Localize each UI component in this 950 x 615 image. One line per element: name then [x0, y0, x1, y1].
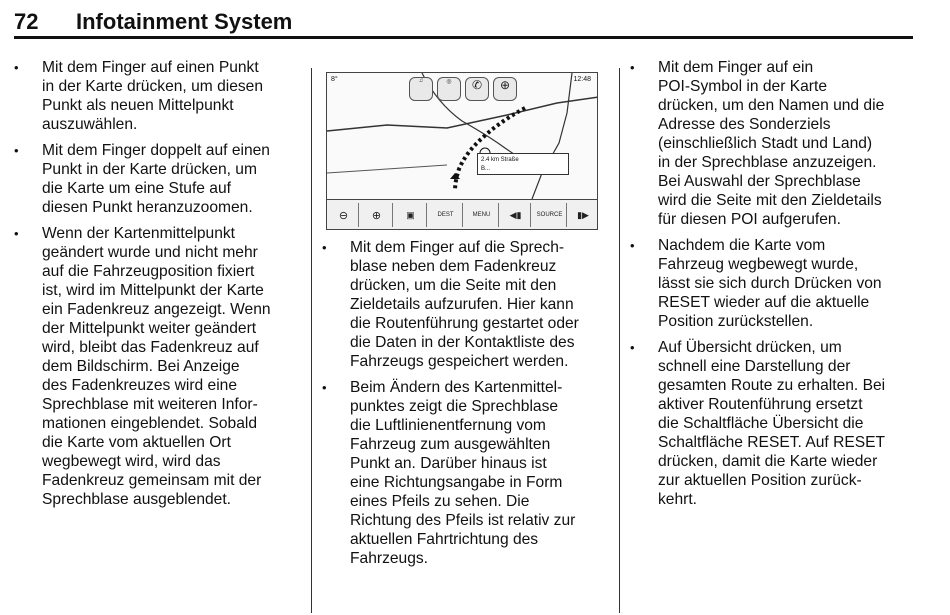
phone-icon-button[interactable]: ✆	[465, 77, 489, 101]
list-item: • Mit dem Finger auf einen Punkt in der Karte drücken, um diesen Punkt als neuen Mittelpunkt auszuwählen.	[14, 59, 264, 133]
bullet-dot: •	[14, 143, 19, 158]
bullet-dot: •	[630, 60, 635, 75]
column-2	[322, 238, 614, 575]
map-scale-indicator: 8°	[331, 76, 338, 83]
bullet-dot: •	[630, 238, 635, 253]
list-item: • Nachdem die Karte vom Fahrzeug wegbewegt wurde, lässt sie sich durch Drücken von RESET wieder auf die aktuelle Position zurückstellen.	[630, 237, 882, 330]
header-rule	[14, 36, 913, 39]
menu-button[interactable]: MENU	[465, 203, 499, 227]
page-header	[14, 8, 914, 38]
bullet-dot: •	[14, 226, 19, 241]
zoom-out-button[interactable]: ⊖	[329, 203, 359, 227]
list-item: • Mit dem Finger auf ein POI-Symbol in der Karte drücken, um den Namen und die Adresse des Sonderziels (einschließlich Stadt und Land) in der Sprechblase anzuzeigen. Bei Auswahl der Sprechblase wird die Seite mit den Zieldetails für diesen POI aufgerufen.	[630, 59, 885, 228]
list-item: • Mit dem Finger doppelt auf einen Punkt in der Karte drücken, um die Karte um eine Stufe auf diesen Punkt heranzuzoomen.	[14, 142, 270, 216]
nav-icon-button[interactable]: ◎	[437, 77, 461, 101]
source-button[interactable]: SOURCE	[533, 203, 567, 227]
bullet-dot: •	[322, 380, 327, 395]
dest-button[interactable]: DEST	[429, 203, 463, 227]
column-3	[630, 58, 920, 516]
section-title: Infotainment System	[76, 9, 293, 34]
bullet-dot: •	[14, 60, 19, 75]
navigation-screen-figure	[326, 72, 598, 230]
view-button[interactable]: ▣	[395, 203, 427, 227]
zoom-icon-button[interactable]: ⊕	[493, 77, 517, 101]
column-1	[14, 58, 302, 516]
clock-label: 12:48	[573, 76, 591, 83]
column-divider	[311, 68, 312, 613]
zoom-in-button[interactable]: ⊕	[361, 203, 393, 227]
page-number: 72	[14, 9, 39, 34]
info-bubble[interactable]: 2.4 km Straße B...	[477, 153, 569, 175]
bullet-dot: •	[630, 340, 635, 355]
list-item: • Auf Übersicht drücken, um schnell eine Darstellung der gesamten Route zu erhalten. Bei aktiver Routenführung ersetzt die Schaltfläche Übersicht die Schaltfläche RESET. Auf RESET drücken, damit die Karte wieder zur aktuellen Position zurück- kehrt.	[630, 339, 886, 508]
bullet-dot: •	[322, 240, 327, 255]
audio-icon-button[interactable]: ♫	[409, 77, 433, 101]
prev-button[interactable]: ◀▮	[501, 203, 531, 227]
list-item: • Beim Ändern des Kartenmittel- punktes zeigt die Sprechblase die Luftlinienentfernung vom Fahrzeug zum ausgewählten Punkt an. Darüber hinaus ist eine Richtungsangabe in Form eines Pfeils zu sehen. Die Richtung des Pfeils ist relativ zur aktuellen Fahrtrichtung des Fahrzeugs.	[322, 379, 576, 567]
list-item: • Wenn der Kartenmittelpunkt geändert wurde und nicht mehr auf die Fahrzeugposition fixiert ist, wird im Mittelpunkt der Karte ein Fadenkreuz angezeigt. Wenn der Mittelpunkt weiter geändert wird, bleibt das Fadenkreuz auf dem Bildschirm. Bei Anzeige des Fadenkreuzes wird eine Sprechblase mit weiteren Infor- mationen eingeblendet. Sobald die Karte vom aktuellen Ort wegbewegt wird, wird das Fadenkreuz gemeinsam mit der Sprechblase ausgeblendet.	[14, 225, 271, 508]
list-item: • Mit dem Finger auf die Sprech- blase neben dem Fadenkreuz drücken, um die Seite mit den Zieldetails aufzurufen. Hier kann die Routenführung gestartet oder die Daten in der Kontaktliste des Fahrzeugs gespeichert werden.	[322, 239, 579, 370]
next-button[interactable]: ▮▶	[577, 209, 589, 220]
column-divider	[619, 68, 620, 613]
bottom-button-bar	[327, 199, 598, 230]
